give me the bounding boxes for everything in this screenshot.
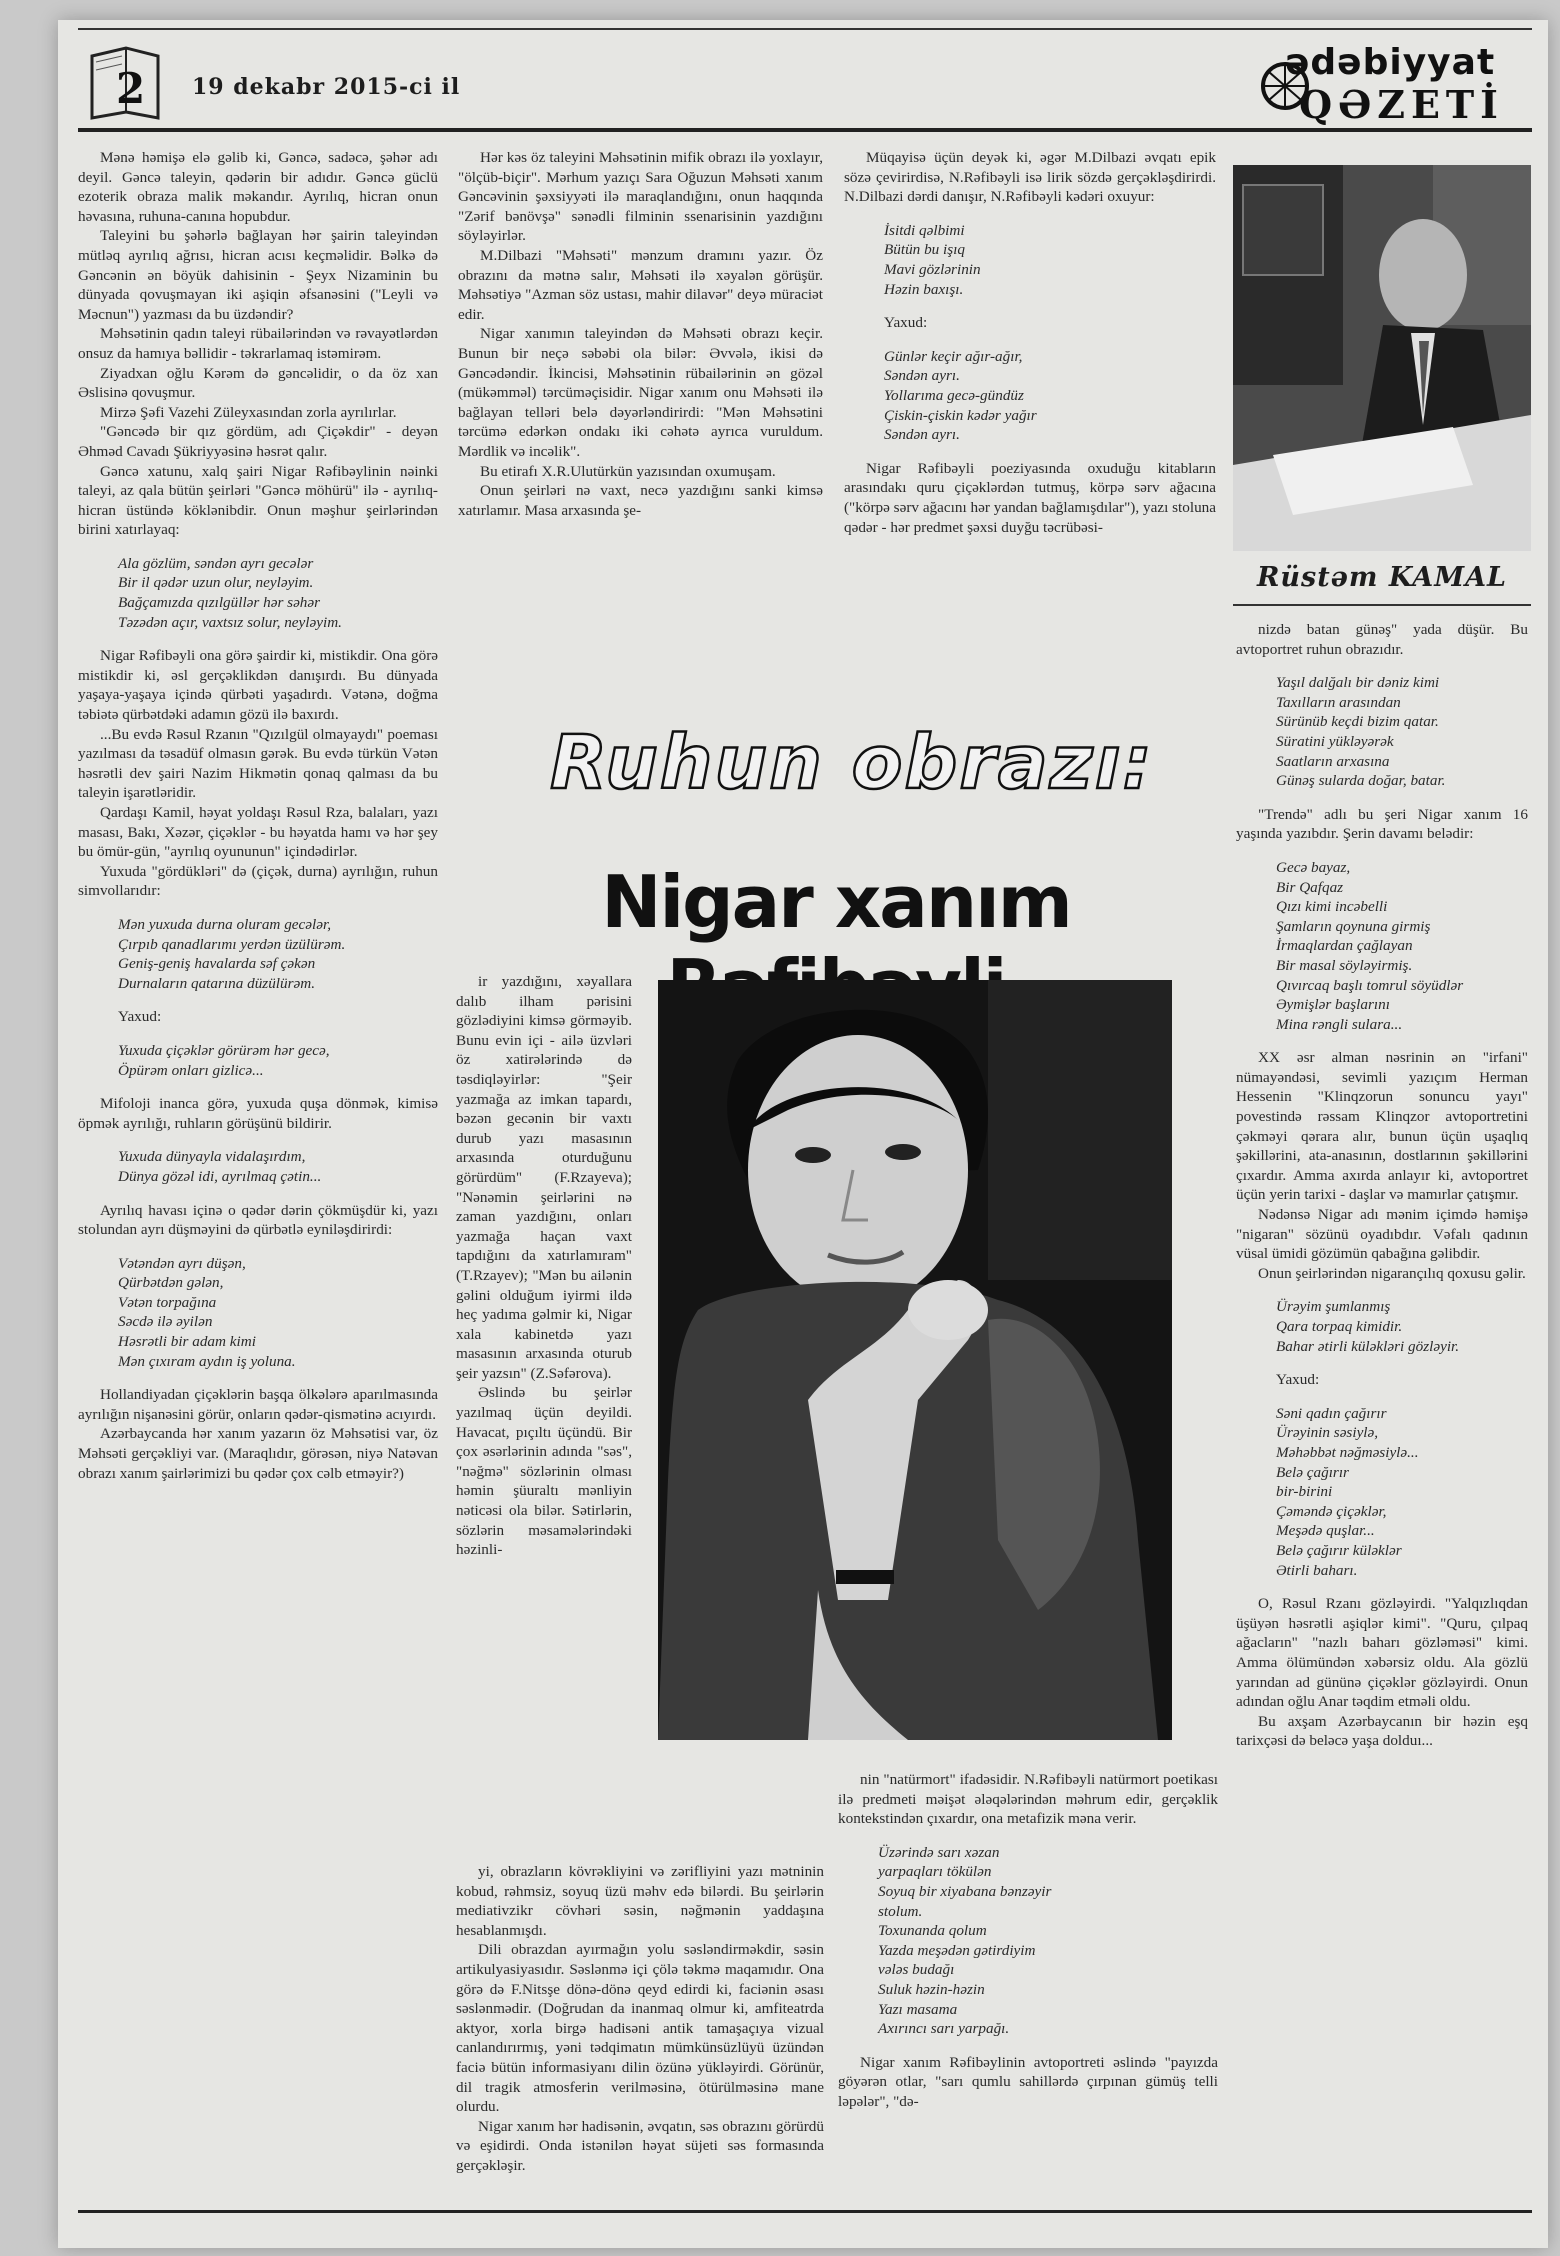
byline-rule [1233,604,1531,606]
paragraph: "Trendə" adlı bu şeri Nigar xanım 16 yaşında yazıbdır. Şerin davamı belədir: [1236,805,1528,843]
paragraph: Onun şeirlərindən nigarançılıq qoxusu gəlir. [1258,1264,1526,1282]
paragraph: Bu etirafı X.R.Ulutürkün yazısından oxumuşam. [480,462,776,480]
poem-line: Ürəyinin səsiylə, [1276,1424,1379,1442]
issue-date: 19 dekabr 2015-ci il [192,74,461,100]
article-column-2-bottom [456,1862,824,2207]
poem-line: Öpürəm onları gizlicə... [118,1061,264,1079]
paragraph: Nədənsə Nigar adı mənim içimdə həmişə "nigaran" sözünü oyadıbdır. Vəfalı qadının vüsal ümidi gözümün qabağına gəlibdir. [1236,1206,1528,1263]
poem-line: Yazı masama [878,2000,958,2018]
portrait-photo [658,980,1172,1740]
paragraph: Nigar xanımın taleyindən də Məhsəti obrazı keçir. Bunun bir neçə səbəbi ola bilər: Əvvələ, ikisi də Gəncədəndir. İkincisi, Məhsətinin rübailərinin ən gözəl (mükəmməl) tərcüməçisidir. Nigar xanım onu Məhsəti ilə bağlayan telləri belə dəyərləndirirdi: "Mən Məhsətini tərcümə edərkən ondakı iki cəhətə ayrıca vuruldum. Mərdlik və incəlik". [458,325,823,460]
paragraph: Taleyini bu şəhərlə bağlayan hər şairin taleyindən mütləq ayrılıq ağrısı, hicran acısı keçməlidir. Bəlkə də Gəncənin ən böyük dahisinin - Şeyx Nizaminin bu dünyada qovuşmayan iki aşiqin əfsanəsini ("Leyli və Məcnun") yazması da bu üzdəndir? [78,227,438,323]
paragraph: Nigar Rəfibəyli poeziyasında oxuduğu kitabların arasındakı quru çiçəklərdən tutmuş, körpə sərv ağacına ("körpə sərv ağacını hər yandan bağlamışdılar"), yazı stoluna qədər - hər predmet şəxsi duyğu təcrübəsi- [844,459,1216,536]
poem-line: Soyuq bir xiyabana bənzəyir [878,1882,1052,1900]
poem-line: vələs budağı [878,1961,955,1979]
poem-line: Süratini yükləyərək [1276,732,1394,750]
paragraph: nizdə batan günəş" yada düşür. Bu avtoportret ruhun obrazıdır. [1236,621,1528,658]
bottom-rule [78,2210,1532,2213]
page-number: 2 [116,64,146,113]
poem-line: Gecə bayaz, [1276,858,1351,876]
poem-line: Belə çağırır [1276,1463,1349,1481]
paragraph: ...Bu evdə Rəsul Rzanın "Qızılgül olmayaydı" poeması yazılması da təsadüf olmasın gərək. Bu evdə türkün Vətən həsrətli dev şairi Nazim Hikmətin qonaq qalması da bu taleyin işarətləridir. [78,725,438,802]
paragraph: M.Dilbazi "Məhsəti" mənzum dramını yazır. Öz obrazını da mətnə salır, Məhsəti ilə xəyalən görüşür. Məhsətiyə "Azman söz ustası, mahir dilavər" deyə müraciət edir. [458,246,823,323]
article-column-4 [1236,620,1528,2208]
article-column-2-continued [456,972,632,1862]
paragraph: Gəncə xatunu, xalq şairi Nigar Rəfibəylinin nəinki taleyi, az qala bütün şeirləri "Gəncə möhürü" ilə - ayrılıq-hicran üstündə köklənibdir. Onun məşhur şeirlərindən birini xatırlayaq: [78,462,438,539]
poem-line: bir-birini [1276,1483,1333,1501]
poem-line: Çəməndə çiçəklər, [1276,1502,1387,1520]
paragraph: yi, obrazların kövrəkliyini və zərifliyini yazı mətninin kobud, rəhmsiz, soyuq üzü məhv edə bilərdi. Bu şeirlərin mediativzikr cövhəri səsin, nəğmənin yaddaşına hesablanmışdı. [456,1863,824,1939]
paragraph: Əslində bu şeirlər yazılmaq üçün deyildi. Havacat, pıçıltı üçündü. Bir çox əsərlərinin adında "səs", "nəğmə" sözlərinin olması həmin şüuraltı mənliyin nəticəsi ola bilər. Sətirlərin, sözlərin məsamələrindəki həzinli- [456,1384,632,1559]
paragraph: Hər kəs öz taleyini Məhsətinin mifik obrazı ilə yoxlayır, "ölçüb-biçir". Mərhum yazıçı Sara Oğuzun Məhsəti xanım Gəncəvinin şəxsiyyəti ilə maraqlandığını, onun haqqında "Zərif bənövşə" sənədli filminin ssenarisinin yazdığını söyləyirlər. [458,149,823,245]
header-rule [78,128,1532,132]
poem-line: stolum. [878,1902,923,1920]
poem-line: Qara torpaq kimidir. [1276,1318,1403,1335]
poem-line: Qıvırcaq başlı tomrul söyüdlər [1276,976,1464,994]
poem-line: Vətən torpağına [118,1293,217,1311]
poem-line: Qızı kimi incəbelli [1276,898,1388,916]
poem-line: Ətirli baharı. [1276,1561,1358,1579]
masthead-subtitle: QƏZETİ [1299,82,1504,127]
poem-line: Bağçamızda qızılgüllər hər səhər [118,594,321,612]
paragraph: Məhsətinin qadın taleyi rübailərindən və rəvayətlərdən onsuz da hamıya bəllidir - təkrarlamaq istəmirəm. [78,325,438,362]
poem-line: Günəş sulardа doğar, batar. [1276,772,1446,790]
poem-line: Meşədə quşlar... [1276,1522,1375,1540]
poem-line: Qürbətdən gələn, [118,1274,224,1292]
paragraph: Nigar Rəfibəyli ona görə şairdir ki, mistikdir. Ona görə mistikdir ki, əsl gerçəklikdən danışırdı. Bu dünyada yaşaya-yaşaya içində qürbəti yaşadırdı. Vətənə, doğma təbiətə qürbətdəki adamın gözü ilə baxırdı. [78,647,438,724]
paragraph: Dili obrazdan ayırmağın yolu səsləndirməkdir, səsin artikulyasiyasıdır. Səslənmə içi çölə təkmə maqamıdır. Ona görə də F.Nitsşe dönə-dönə qeyd edirdi ki, faciənin əsası səslənmədir. (Doğrudan da inanmaq olmur ki, amfiteatrda aktyor, xorla birgə hadisəni antik tamaşaçıya vizual canlandırırmış, yəni tədqimatın mümkünsüzlüyü üzündən faciə bütün informasiyanı dilin özünə yükləyirdi. Görünür, dil tragik atmosferin verilməsinə, ötürülməsinə mane olurdu. [456,1941,824,2116]
poem-quote [838,1843,1218,2039]
paragraph: Ziyadxan oğlu Kərəm də gəncəlidir, o da öz xan Əslisinə qovuşmur. [78,364,438,402]
article-column-1 [78,148,438,2208]
paragraph: Hollandiyadan çiçəklərin başqa ölkələrə aparılmasında ayrılığın nişanəsini görür, onların qədər-qismətinə acıyırdı. [78,1386,438,1423]
article-column-3-bottom [838,1770,1218,2208]
top-rule [78,28,1532,30]
poem-line: Mavi gözlərinin [884,260,981,278]
newspaper-page [58,20,1548,2248]
poem-line: Bir il qədər uzun olur, neyləyim. [118,574,314,592]
poem-line: Mina rəngli sulara... [1276,1015,1403,1033]
poem-line: Belə çağırır küləklər [1276,1541,1402,1559]
paragraph: ir yazdığını, xəyallara dalıb ilham pərisini gözlədiyini kimsə görməyib. Bunu evin içi - ailə üzvləri öz xatirələrində də təsdiqləyirlər: "Şeir yazmağa az imkan tapardı, bəzən gecənin bir vaxtı durub yazı masasının arxasında oturduğunu görürdüm" (F.Rzayeva); "Nənəmin şeirlərini nə zaman yazdığını, onları yazmağa haçan vaxt tapdığını da xatırlamıram" (T.Rzayev); "Mən bu ailənin gəlini olduğum iyirmi ildə heç yadıma gəlmir ki, Nigar xala kabinetdə yazı masasının arxasında oturub şeir yazsın" (Z.Səfərova). [456,973,632,1382]
paragraph: Mirzə Şəfi Vazehi Züleyxasından zorla ayrılırlar. [100,403,397,421]
paragraph: Azərbaycanda hər xanım yazarın öz Məhsətisi var, öz Məhsəti gerçəkliyi var. (Maraqlıdır, görəsən, niyə Natəvan obrazı xanım şairlərimizi bu qədər çox cəlb etməyir?) [78,1425,438,1482]
poem-line: Bir Qafqaz [1276,878,1344,896]
paragraph: Onun şeirləri nə vaxt, necə yazdığını sanki kimsə xatırlamır. Masa arxasında şe- [458,482,823,519]
poem-label: Yaxud: [884,314,928,332]
paragraph: Müqayisə üçün deyək ki, əgər M.Dilbazi əvqatı epik sözə çevirirdisə, N.Rəfibəyli isə lirik sözdə gerçəkləşdirirdi. N.Dilbazi dərdi danışır, N.Rəfibəyli kədəri oxuyur: [844,149,1216,206]
poem-quote [844,347,1216,445]
poem-quote [1236,673,1528,791]
paragraph: Yuxuda "gördükləri" də (çiçək, durna) ayrılığın, ruhun simvollarıdır: [78,862,438,900]
paragraph: O, Rəsul Rzanı gözləyirdi. "Yalqızlıqdan üşüyən həsrətli aşiqlər kimi". "Quru, çılpaq ağacların" "nazlı baharı gözləməsi" kimi. Amma ölümündən xəbərsiz oldu. Ala gözlü yarından ad gününə çiçəklər gözləyirdi. Onun adından oğlu Anar təqdim etməli oldu. [1236,1595,1528,1711]
poem-line: Yazda meşədən gətirdiyim [878,1941,1036,1959]
headline-line-1: Ruhun obrazı: [550,720,1154,806]
paragraph: nin "natürmort" ifadəsidir. N.Rəfibəyli natürmort poetikası ilə predmeti məişət ələqələrindən məhrum edir, gerçəklik kontekstindən çıxardır, ona metafizik məna verir. [838,1771,1218,1828]
poem-line: Dünya gözəl idi, ayrılmaq çətin... [118,1167,322,1185]
poem-line: yarpaqları tökülən [878,1863,992,1881]
author-byline: Rüstəm KAMAL [1256,562,1508,593]
paragraph: "Gəncədə bir qız gördüm, adı Çiçəkdir" - deyən Əhməd Cavadı Şükriyyəsinə həsrət qalır. [78,423,438,460]
poem-line: Şamların qoynuna girmiş [1276,917,1431,935]
paragraph: Ayrılıq havası içinə o qədər dərin çökmüşdür ki, yazı stolundan ayrı düşməyini də qürbətlə eyniləşdirirdi: [78,1201,438,1239]
poem-line: Geniş-geniş havalarda səf çəkən [118,955,316,973]
poem-line: Yuxuda dünyayla vidalaşırdım, [118,1148,306,1166]
masthead-title: ədəbiyyat [1285,42,1496,83]
poem-line: Məhəbbət nəğməsiylə... [1276,1443,1419,1461]
poem-line: Ala gözlüm, səndən ayrı gecələr [118,554,314,572]
poem-line: Səcdə ilə əyilən [118,1313,213,1331]
poem-line: Həzin baxışı. [884,280,964,298]
paragraph: Nigar xanım Rəfibəylinin avtoportreti əslində "payızda göyərən otlar, "sarı qumlu sahillərdə çırpınan gümüş telli ləpələr", "də- [838,2053,1218,2110]
article-column-2 [458,148,823,738]
poem-line: Səndən ayrı. [884,367,960,385]
poem-line: Həsrətli bir adam kimi [118,1333,256,1351]
poem-line: Əymişlər başlarını [1276,996,1390,1014]
paragraph: XX əsr alman nəsrinin ən "irfani" nümayəndəsi, sevimli yazıçım Herman Hessenin "Klinqzorun sonuncu yayı" povestində rəssam Klinqzor avtoportretini çəkməyi qərara alır, bunun üçün uşaqlıq şəkillərini, ata-anasının, dostlarının şəkillərini çıxardır. Amma axırda anlayır ki, avtoportret üçün yerin tarixi - daşlar və mamırlar çatışmır. [1236,1049,1528,1204]
poem-line: Yuxuda çiçəklər görürəm hər gecə, [118,1041,330,1059]
poem-quote [844,221,1216,299]
poem-line: Ürəyim şumlanmış [1276,1298,1391,1316]
poem-line: Toxunanda qolum [878,1922,987,1940]
paragraph: Bu axşam Azərbaycanın bir həzin eşq tarixçəsi də beləcə yaşa dolduı... [1236,1712,1528,1750]
headline-line-2: Nigar xanım [601,860,1071,944]
poem-quote [1236,858,1528,1034]
poem-line: İsitdi qəlbimi [884,221,965,239]
poem-line: Çiskin-çiskin kədər yağır [884,406,1037,424]
masthead [1255,42,1504,127]
poem-quote [1236,1404,1528,1580]
poem-line: Günlər keçir ağır-ağır, [884,347,1023,365]
paragraph: Mənə həmişə elə gəlib ki, Gəncə, sadəcə, şəhər adı deyil. Gəncə taleyin, qədərin bir adıdır. Gəncə güclü ezoterik obraza malik məkandır. Ayrılıq, hicran onun həvasına, ruhuna-canına hopubdur. [78,149,438,225]
poem-line: Axırıncı sarı yarpağı. [878,2020,1010,2038]
poem-line: Sürünüb keçdi bizim qatar. [1276,713,1439,731]
paragraph: Nigar xanım hər hadisənin, əvqatın, səs obrazını görürdü və eşidirdi. Onda istənilən həyat süjeti səs formasında gerçəkləşir. [456,2117,824,2174]
author-photo [1233,165,1531,551]
poem-line: Bahar ətirli küləkləri gözləyir. [1276,1337,1460,1355]
poem-line: Durnaların qatarına düzülürəm. [118,974,316,992]
poem-label: Yaxud: [1276,1371,1320,1389]
poem-quote [1236,1297,1528,1356]
poem-quote [78,915,438,993]
article-column-3 [844,148,1216,728]
poem-line: Səndən ayrı. [884,426,960,444]
poem-line: Çırpıb qanadlarımı yerdən üzülürəm. [118,935,346,953]
poem-label: Yaxud: [118,1008,162,1026]
poem-quote [78,1041,438,1080]
poem-quote [78,1147,438,1186]
poem-line: Təzədən açır, vaxtsız solur, neyləyim. [118,613,342,631]
poem-line: Mən çıxıram aydın iş yoluna. [118,1352,296,1370]
poem-line: Mən yuxuda durna oluram gecələr, [118,915,331,933]
poem-quote [78,554,438,632]
poem-line: İrmaqlardan çağlayan [1276,937,1413,955]
poem-line: Vətəndən ayrı düşən, [118,1254,246,1272]
poem-line: Suluk həzin-həzin [878,1980,985,1998]
poem-line: Üzərində sarı xəzan [878,1843,1000,1861]
poem-line: Səni qadın çağırır [1276,1404,1387,1422]
poem-line: Taxılların arasından [1276,693,1401,711]
poem-line: Bütün bu işıq [884,241,966,259]
poem-line: Saatların arxasına [1276,752,1390,770]
paragraph: Qardaşı Kamil, həyat yoldaşı Rəsul Rza, balaları, yazı masası, Bakı, Xəzər, çiçəklər - bu həyatda hamı və hər şey bu ömür-gün, "ayrılıq oyununun" içindədirlər. [78,804,438,861]
poem-line: Bir masal söyləyirmiş. [1276,956,1413,974]
paragraph: Mifoloji inanca görə, yuxuda quşa dönmək, kimisə öpmək ayrılığı, ruhların görüşünü bildirir. [78,1095,438,1132]
poem-line: Yollarıma gecə-gündüz [884,386,1024,404]
poem-quote [78,1254,438,1372]
poem-line: Yaşıl dalğalı bir dəniz kimi [1276,674,1440,692]
